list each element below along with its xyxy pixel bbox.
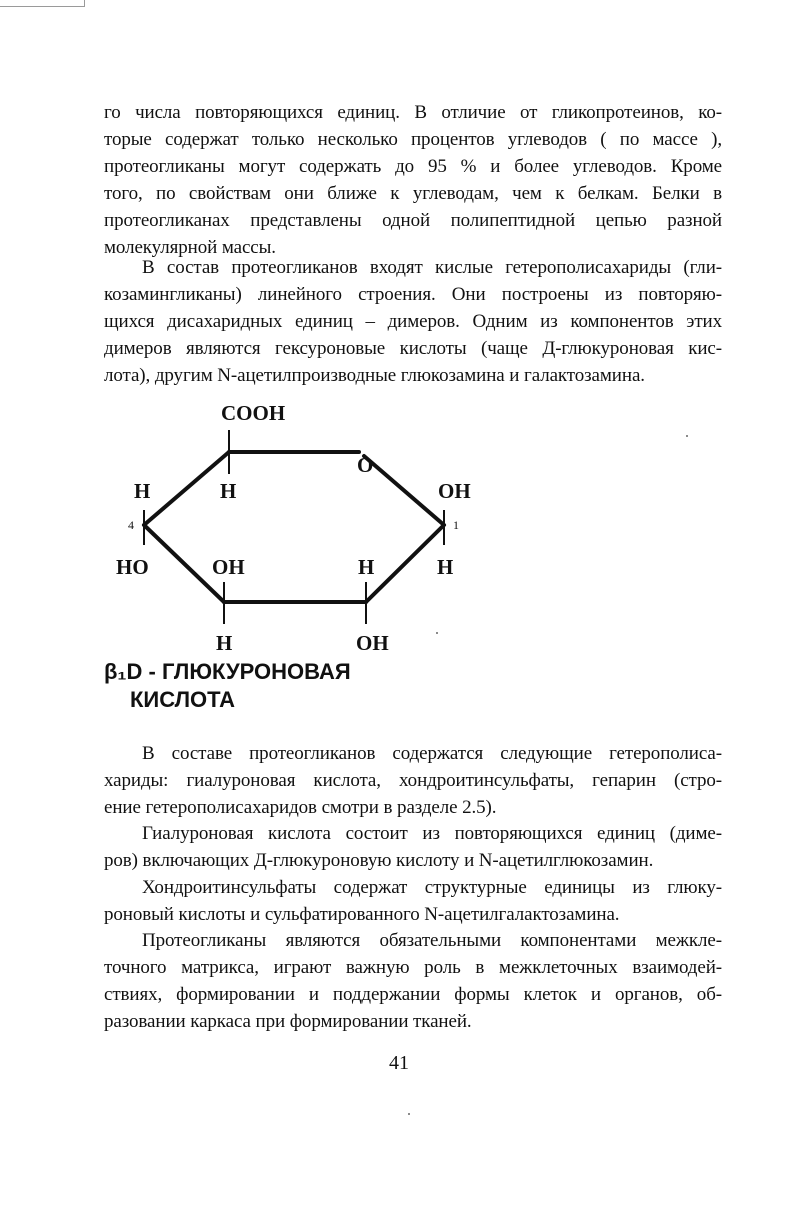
caption-line-2: КИСЛОТА [130,687,236,712]
text-line: протеогликаны могут содержать до 95 % и более углеводов. Кроме [104,156,722,177]
label-ring-oxygen: O [357,453,374,477]
label-carbon-1: 1 [453,518,459,532]
paragraph-2 [104,254,722,389]
text-line: разовании каркаса при формировании тканей. [104,1011,472,1032]
scan-speck [436,632,438,634]
paragraph-3 [104,740,722,821]
label-h: H [216,631,233,655]
structure-svg [104,392,484,662]
text-line: того, по свойствам они ближе к углеводам, чем к белкам. Белки в [104,183,722,204]
paragraph-6 [104,927,722,1035]
text-line: Протеогликаны являются обязательными компонентами межкле- [142,930,722,951]
paragraph-5 [104,874,722,928]
scan-corner-mark [0,0,85,7]
page-number: 41 [389,1052,409,1074]
label-h: H [437,555,454,579]
text-line: лота), другим N-ацетилпроизводные глюкозамина и галактозамина. [104,365,645,386]
scan-speck [408,1113,410,1115]
text-line: козамингликаны) линейного строения. Они построены из повторяю- [104,284,722,305]
label-carbon-4: 4 [128,518,134,532]
label-oh: OH [438,479,471,503]
text-line: хариды: гиалуроновая кислота, хондроитинсульфаты, гепарин (стро- [104,770,722,791]
text-line: Хондроитинсульфаты содержат структурные единицы из глюку- [142,877,722,898]
bond-c2-c1 [366,525,444,602]
label-cooh: COOH [221,401,286,425]
text-line: го числа повторяющихся единиц. В отличие от гликопротеинов, ко- [104,102,722,123]
label-oh: OH [356,631,389,655]
text-line: точного матрикса, играют важную роль в межклеточных взаимодей- [104,957,722,978]
structure-caption [104,658,351,714]
text-line: ение гетерополисахаридов смотри в разделе 2.5). [104,797,497,818]
text-line: ствиях, формировании и поддержании формы клеток и органов, об- [104,984,722,1005]
label-h: H [358,555,375,579]
label-ho: HO [116,555,149,579]
text-line: роновый кислоты и сульфатированного N-ацетилгалактозамина. [104,904,620,925]
label-h: H [220,479,237,503]
bond-c5-c4 [144,452,229,525]
text-line: ров) включающих Д-глюкуроновую кислоту и N-ацетилглюкозамин. [104,850,654,871]
text-line: торые содержат только несколько процентов углеводов ( по массе ), [104,129,722,150]
glucuronic-acid-structure [104,392,484,662]
bond-o-c1 [364,456,444,525]
text-line: В состав протеогликанов входят кислые гетерополисахариды (гли- [142,257,722,278]
paragraph-1 [104,99,722,261]
text-line: молекулярной массы. [104,237,276,258]
label-oh: OH [212,555,245,579]
text-line: протеогликанах представлены одной полипептидной цепью разной [104,210,722,231]
text-line: Гиалуроновая кислота состоит из повторяющихся единиц (диме- [142,823,722,844]
text-line: щихся дисахаридных единиц – димеров. Одним из компонентов этих [104,311,722,332]
paragraph-4 [104,820,722,874]
caption-line-1: β₁D - ГЛЮКУРОНОВАЯ [104,659,351,684]
scan-speck [686,435,688,437]
label-h: H [134,479,151,503]
text-line: В составе протеогликанов содержатся следующие гетерополиса- [142,743,722,764]
text-line: димеров являются гексуроновые кислоты (чаще Д-глюкуроновая кис- [104,338,722,359]
